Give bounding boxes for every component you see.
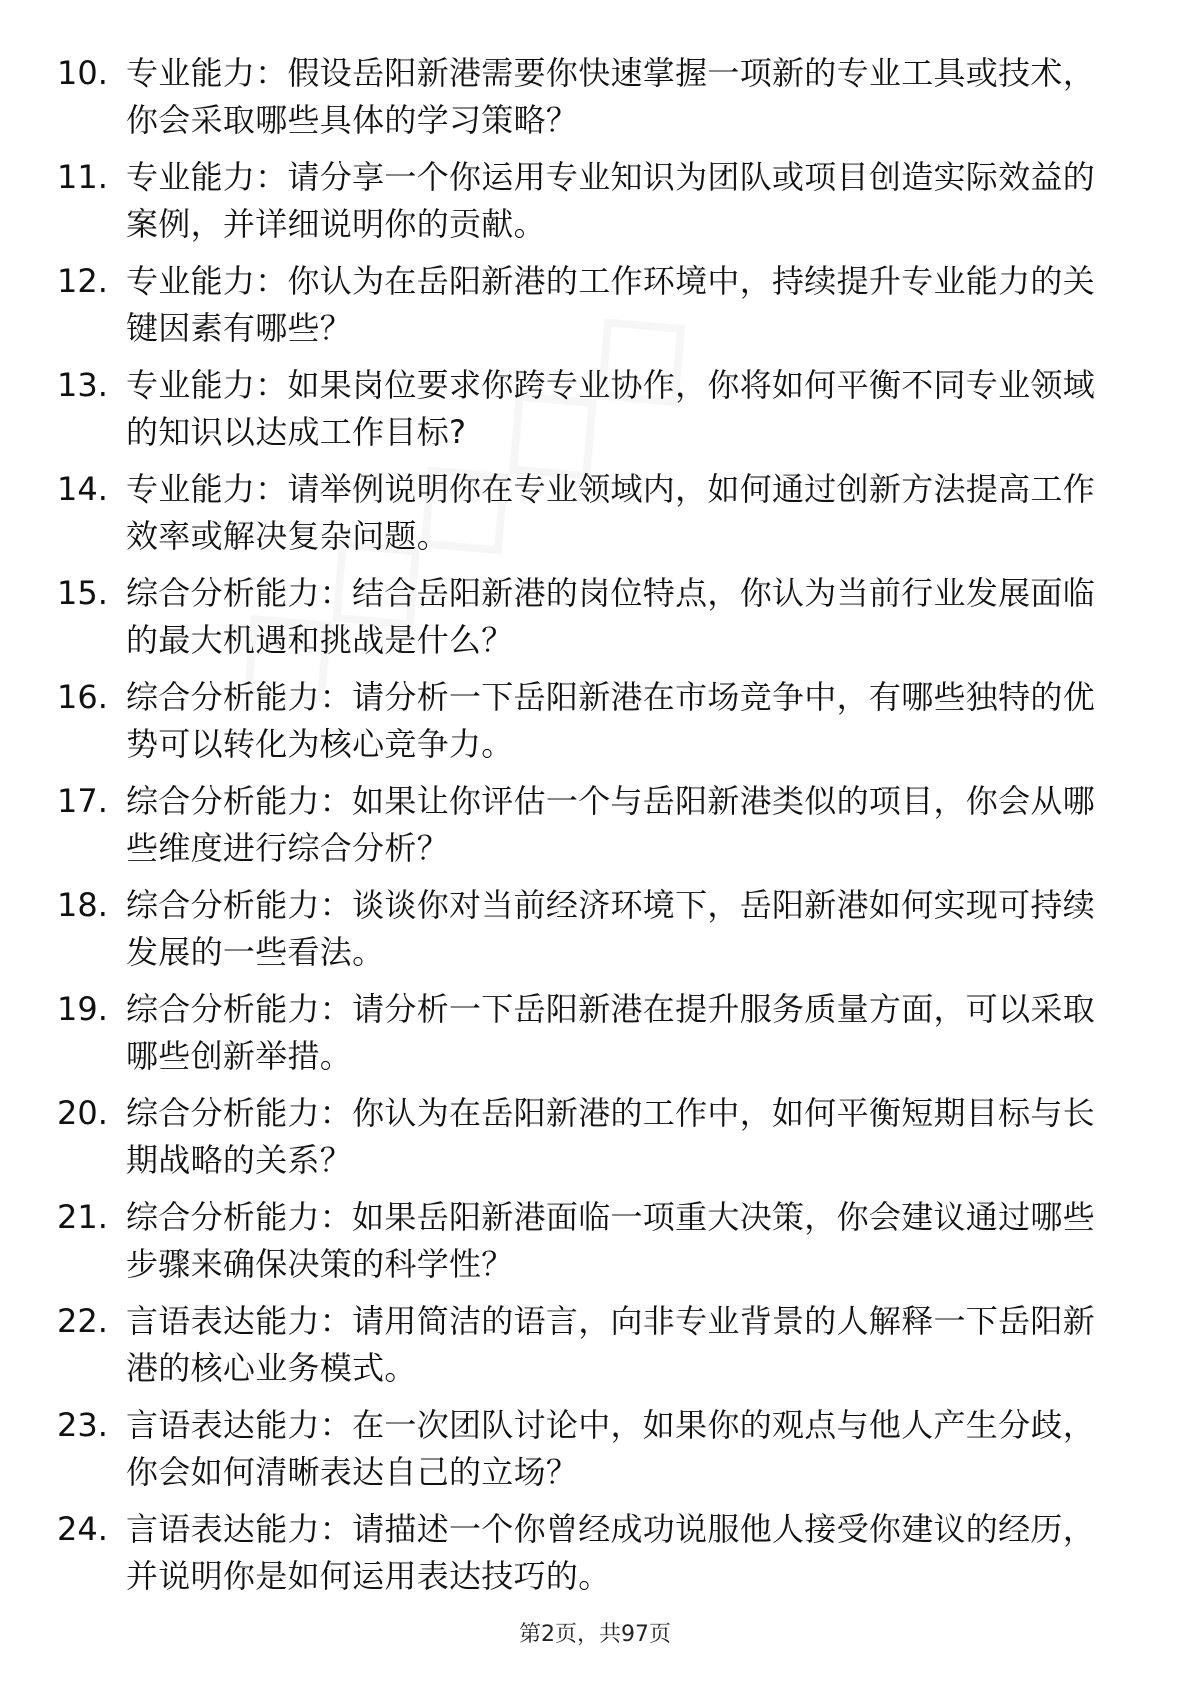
question-item bbox=[57, 778, 1107, 882]
question-item bbox=[57, 1090, 1107, 1194]
question-text: 综合分析能力：谈谈你对当前经济环境下，岳阳新港如何实现可持续发展的一些看法。 bbox=[126, 886, 1096, 971]
question-number: 24. bbox=[57, 1510, 108, 1548]
question-text: 专业能力：请分享一个你运用专业知识为团队或项目创造实际效益的案例，并详细说明你的贡献。 bbox=[126, 158, 1096, 243]
question-number: 23. bbox=[57, 1406, 108, 1444]
question-text: 综合分析能力：你认为在岳阳新港的工作中，如何平衡短期目标与长期战略的关系？ bbox=[126, 1094, 1096, 1179]
question-item bbox=[57, 1506, 1107, 1610]
question-text: 言语表达能力：请用简洁的语言，向非专业背景的人解释一下岳阳新港的核心业务模式。 bbox=[126, 1302, 1096, 1387]
question-item bbox=[57, 258, 1107, 362]
question-item bbox=[57, 986, 1107, 1090]
question-number: 19. bbox=[57, 990, 108, 1028]
question-number: 14. bbox=[57, 470, 108, 508]
page-footer bbox=[0, 1620, 1190, 1650]
question-item bbox=[57, 466, 1107, 570]
question-number: 13. bbox=[57, 366, 108, 404]
question-number: 17. bbox=[57, 782, 108, 820]
question-text: 综合分析能力：如果让你评估一个与岳阳新港类似的项目，你会从哪些维度进行综合分析？ bbox=[126, 782, 1096, 867]
question-text: 言语表达能力：在一次团队讨论中，如果你的观点与他人产生分歧，你会如何清晰表达自己的立场？ bbox=[126, 1406, 1096, 1491]
question-number: 11. bbox=[57, 158, 108, 196]
question-item bbox=[57, 1402, 1107, 1506]
question-number: 12. bbox=[57, 262, 108, 300]
page-number-label: 第2页，共97页 bbox=[519, 1622, 671, 1647]
question-number: 15. bbox=[57, 574, 108, 612]
question-item bbox=[57, 882, 1107, 986]
question-item bbox=[57, 674, 1107, 778]
question-text: 专业能力：如果岗位要求你跨专业协作，你将如何平衡不同专业领域的知识以达成工作目标? bbox=[126, 366, 1096, 451]
question-item bbox=[57, 1194, 1107, 1298]
question-number: 20. bbox=[57, 1094, 108, 1132]
question-text: 专业能力：假设岳阳新港需要你快速掌握一项新的专业工具或技术，你会采取哪些具体的学习策略？ bbox=[126, 54, 1096, 139]
question-item bbox=[57, 362, 1107, 466]
question-number: 21. bbox=[57, 1198, 108, 1236]
question-text: 综合分析能力：请分析一下岳阳新港在提升服务质量方面，可以采取哪些创新举措。 bbox=[126, 990, 1096, 1075]
question-text: 言语表达能力：请描述一个你曾经成功说服他人接受你建议的经历，并说明你是如何运用表达技巧的。 bbox=[126, 1510, 1096, 1595]
question-text: 综合分析能力：结合岳阳新港的岗位特点，你认为当前行业发展面临的最大机遇和挑战是什么？ bbox=[126, 574, 1096, 659]
question-text: 专业能力：你认为在岳阳新港的工作环境中，持续提升专业能力的关键因素有哪些？ bbox=[126, 262, 1096, 347]
question-list bbox=[57, 50, 1107, 1610]
question-item bbox=[57, 50, 1107, 154]
question-item bbox=[57, 1298, 1107, 1402]
question-text: 综合分析能力：如果岳阳新港面临一项重大决策，你会建议通过哪些步骤来确保决策的科学性？ bbox=[126, 1198, 1096, 1283]
question-text: 专业能力：请举例说明你在专业领域内，如何通过创新方法提高工作效率或解决复杂问题。 bbox=[126, 470, 1096, 555]
question-item bbox=[57, 570, 1107, 674]
question-number: 10. bbox=[57, 54, 108, 92]
question-number: 16. bbox=[57, 678, 108, 716]
question-number: 18. bbox=[57, 886, 108, 924]
question-number: 22. bbox=[57, 1302, 108, 1340]
question-item bbox=[57, 154, 1107, 258]
question-text: 综合分析能力：请分析一下岳阳新港在市场竞争中，有哪些独特的优势可以转化为核心竞争力。 bbox=[126, 678, 1096, 763]
